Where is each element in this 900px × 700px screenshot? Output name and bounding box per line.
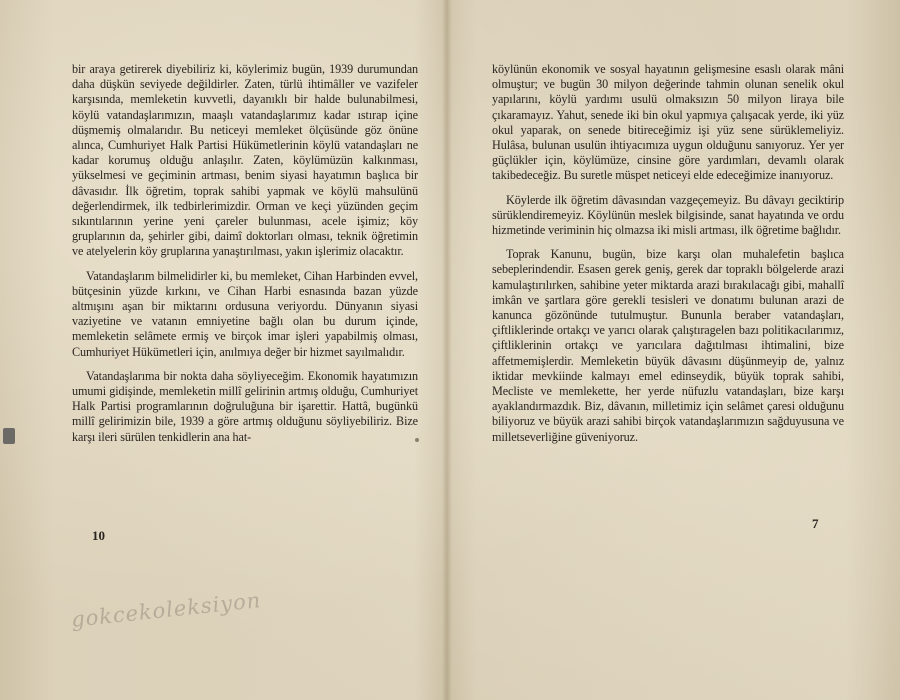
left-page-text: [72, 62, 418, 454]
left-paragraph-3: Vatandaşlarıma bir nokta daha söyliyeceğim. Ekonomik hayatımızın umumi gidişinde, memleketin millî gelirinin artmış olduğu, Cumhuriyet Halk Partisi programlarının doğruluğuna bir işarettir. Hattâ, bugünkü millî gelirimizin bile, 1939 a göre artmış olduğunu söyliyebiliriz. Bize karşı ileri sürülen tenkidlerin ana hat-: [72, 368, 418, 444]
right-page: [450, 0, 900, 700]
left-paragraph-2: Vatandaşlarım bilmelidirler ki, bu memleket, Cihan Harbinden evvel, bütçesinin yüzde kırkını, ve Cihan Harbi esnasında bazan yüzde altmışını aşan bir miktarını ordusuna veriyordu. Dünyanın siyasi vaziyetine ve vatanın emniyetine bağlı olan bu durum içinde, memleketin selâmete ermiş ve birçok imar işleri yapabilmiş olması, Cumhuriyet Hükümetleri için, anılmıya değer bir hizmet sayılmalıdır.: [72, 268, 418, 359]
right-page-number: 7: [812, 516, 819, 531]
watermark: gokcekoleksiyon: [70, 588, 263, 632]
right-page-text: [492, 62, 844, 454]
right-paragraph-2: Köylerde ilk öğretim dâvasından vazgeçemeyiz. Bu dâvayı geciktirip sürüklendiremeyiz. Köylünün meslek bilgisinde, sanat hayatında ve ordu hizmetinde veriminin hiç olmazsa iki misli artması, ilk öğretime bağlıdır.: [492, 192, 844, 238]
left-paragraph-1: bir araya getirerek diyebiliriz ki, köylerimiz bugün, 1939 durumundan daha düşkün seviyede değildirler. Zaten, türlü ihtimâller ve vazifeler karşısında, memleketin kuvvetli, dayanıklı bir halde bulunabilmesi, köylü vatandaşlarımızın, maaşlı vatandaşlarımız kadar ıstırap içine düşmemiş olmalarıdır. Bu neticeyi memleket ölçüsünde göz önüne alınca, Cumhuriyet Halk Partisi Hükümetlerinin köylü vatandaşları ne kadar korumuş olduğu anlaşılır. Zaten, köylümüzün kalkınması, yükselmesi ve geçiminin artması, benim siyasi hayatımın başlıca bir dâvasıdır. İlk öğretim, toprak sahibi yapmak ve köylü mahsulünü değerlendirmek, ilk tedbirlerimizdir. Orman ve keçi yüzünden geçim sıkıntılarının yerine yeni çareler bulunması, acele işimiz; köy gruplarının da, şehirler gibi, daimî doktorları olması, teknik öğretimin ve atelyelerin köy gruplarına yanaştırılması, yakın işlerimiz olacaktır.: [72, 62, 418, 259]
right-paragraph-1: köylünün ekonomik ve sosyal hayatının gelişmesine esaslı olarak mâni olmuştur; ve bugün 30 milyon değerinde tahmin olunan senelik okul yapılarını, köylü yardımı usulü olmaksızın 50 milyon liraya bile çıkaramayız. Yahut, senede iki bin okul yapmıya çalışacak yerde, iki yüz okul yaparak, on senede bitireceğimiz işi yüz sene sürüklemeliyiz. Hulâsa, bulunan usulün ihtiyacımıza uygun olduğunu sanıyoruz. Yer yer güçlükler için, köylümüze, cinsine göre yardımları, devamlı olarak takibedeceğiz. Bu suretle müspet neticeyi elde edeceğimize inanıyoruz.: [492, 62, 844, 183]
left-page-number: 10: [92, 528, 105, 543]
right-paragraph-3: Toprak Kanunu, bugün, bize karşı olan muhalefetin başlıca sebeplerindendir. Esasen gerek geniş, gerek dar topraklı bölgelerde arazi kamulaştırılırken, sahibine yeter miktarda arazi bırakılacağı gibi, mahallî imkân ve şartlara göre gerekli tesisleri ve donatımı bulunan arazi de kanunca gözönünde tutulmuştur. Bununla beraber vatandaşları, çiftliklerinde ortakçı ve yarıcı olarak çalıştıragelen bazı politikacılarımız, çiftliklerinin ortakçı ve yarıcılara dağıtılması ihtimalini, bize affetmemişlerdir. Memleketin büyük dâvasını düşünmeyip de, yalnız iktidar mevkiinde kalmayı emel edinseydik, büyük toprak sahibi, Mecliste ve memlekette, her yerde nüfuzlu vatandaşları, bize karşı ayaklandırmazdık. Biz, dâvanın, milletimiz için selâmet çaresi olduğunu biliyoruz ve büyük arazi sahibi birçok vatandaşlarımızın sağduyusuna ve milletseverliğine güveniyoruz.: [492, 247, 844, 444]
